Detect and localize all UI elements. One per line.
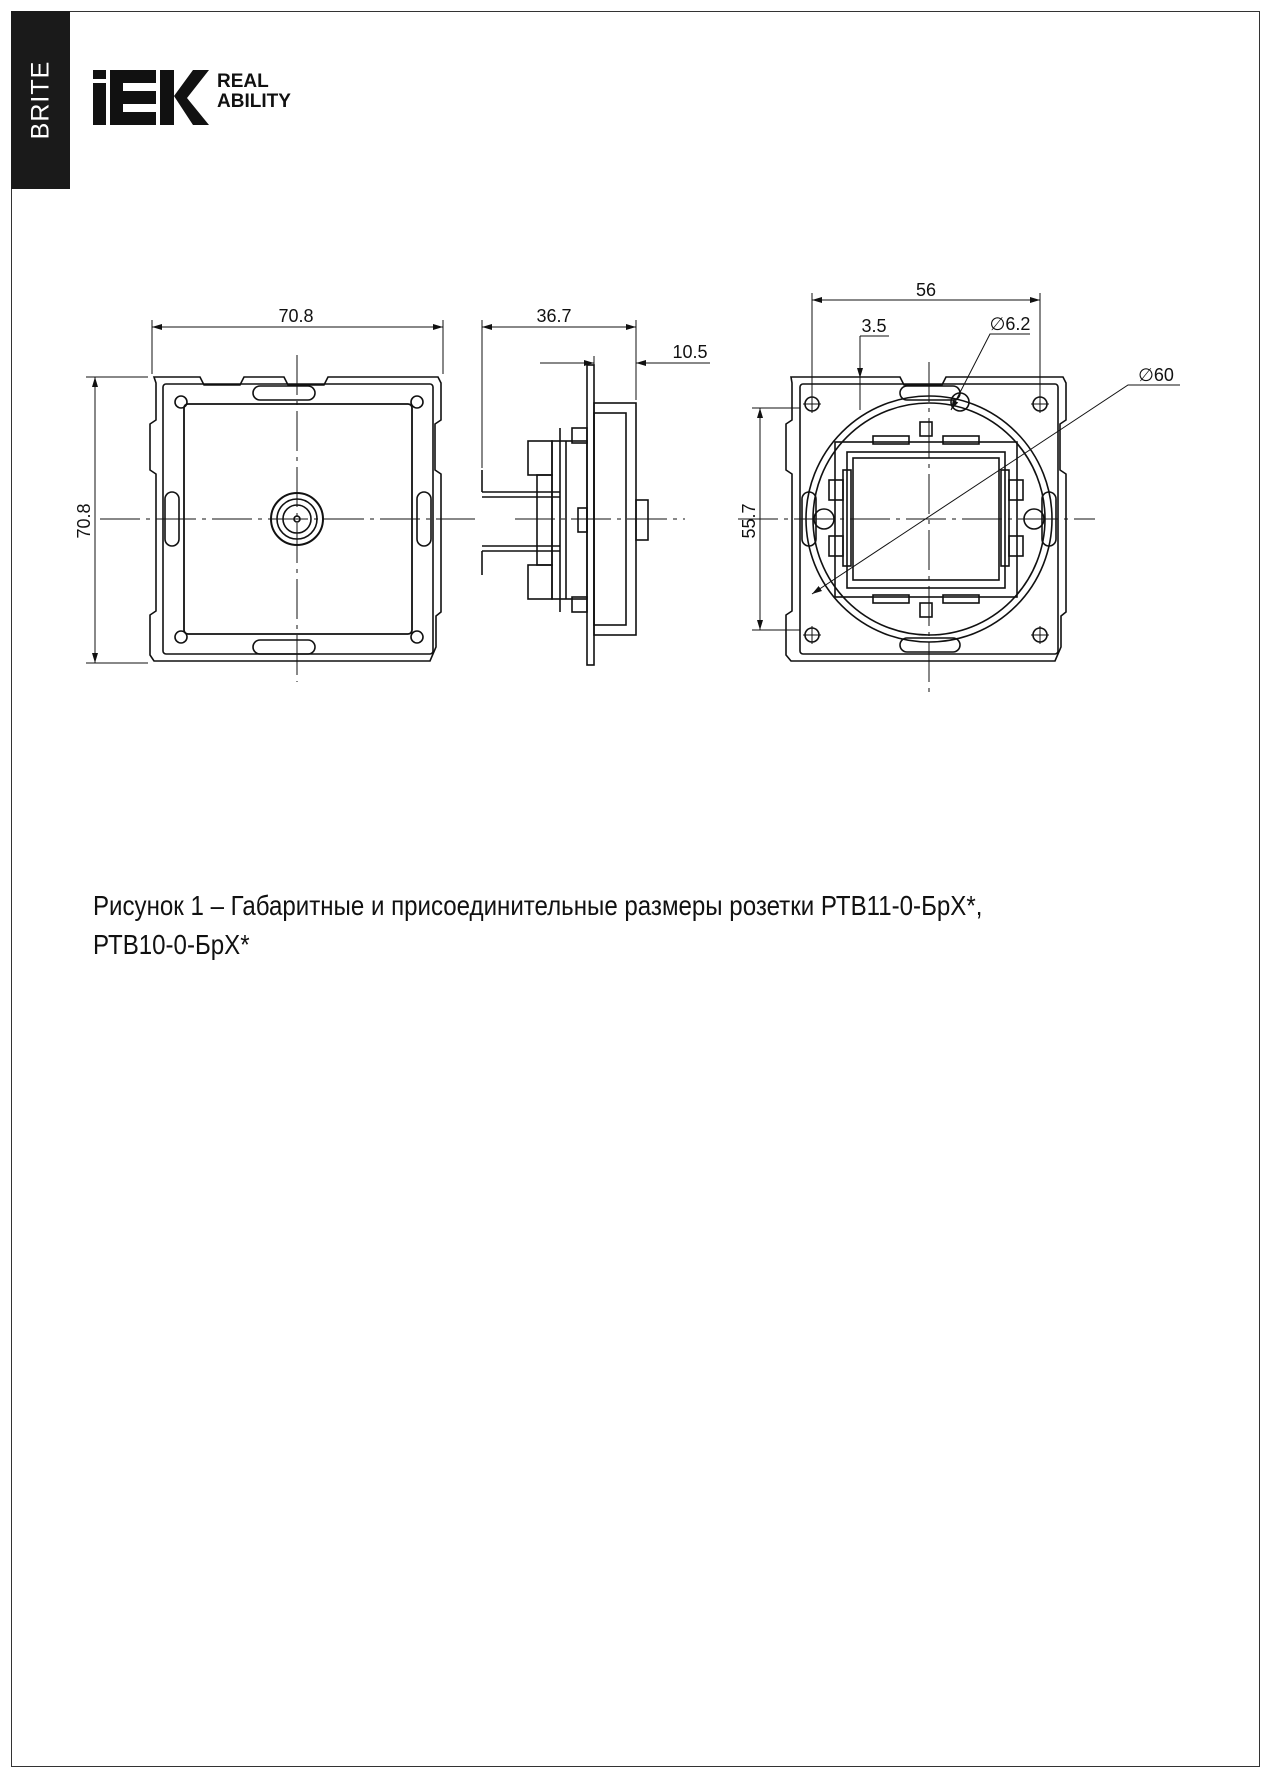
dim-side-depth: 36.7 (536, 306, 572, 326)
dim-side-protrusion: 10.5 (672, 342, 708, 362)
dim-back-height: 55.7 (739, 503, 759, 539)
dim-back-ring-diameter: ∅60 (1138, 365, 1174, 385)
logo-tagline-1: REAL (217, 71, 269, 92)
dim-front-height: 70.8 (74, 503, 94, 539)
side-view (482, 365, 648, 665)
logo-tagline-2: ABILITY (217, 91, 291, 112)
caption-line-1: Рисунок 1 – Габаритные и присоединительные размеры розетки РТВ11-0-БрХ*, (93, 890, 983, 921)
dim-front-width: 70.8 (278, 306, 314, 326)
series-label: BRITE (26, 60, 54, 140)
dim-back-offset: 3.5 (861, 316, 887, 336)
dim-back-hole-diameter: ∅6.2 (989, 314, 1031, 334)
dim-back-spacing: 56 (915, 280, 937, 300)
caption-line-2: РТВ10-0-БрХ* (93, 928, 250, 960)
front-dimensions (86, 320, 443, 663)
figure-caption (93, 887, 1039, 964)
